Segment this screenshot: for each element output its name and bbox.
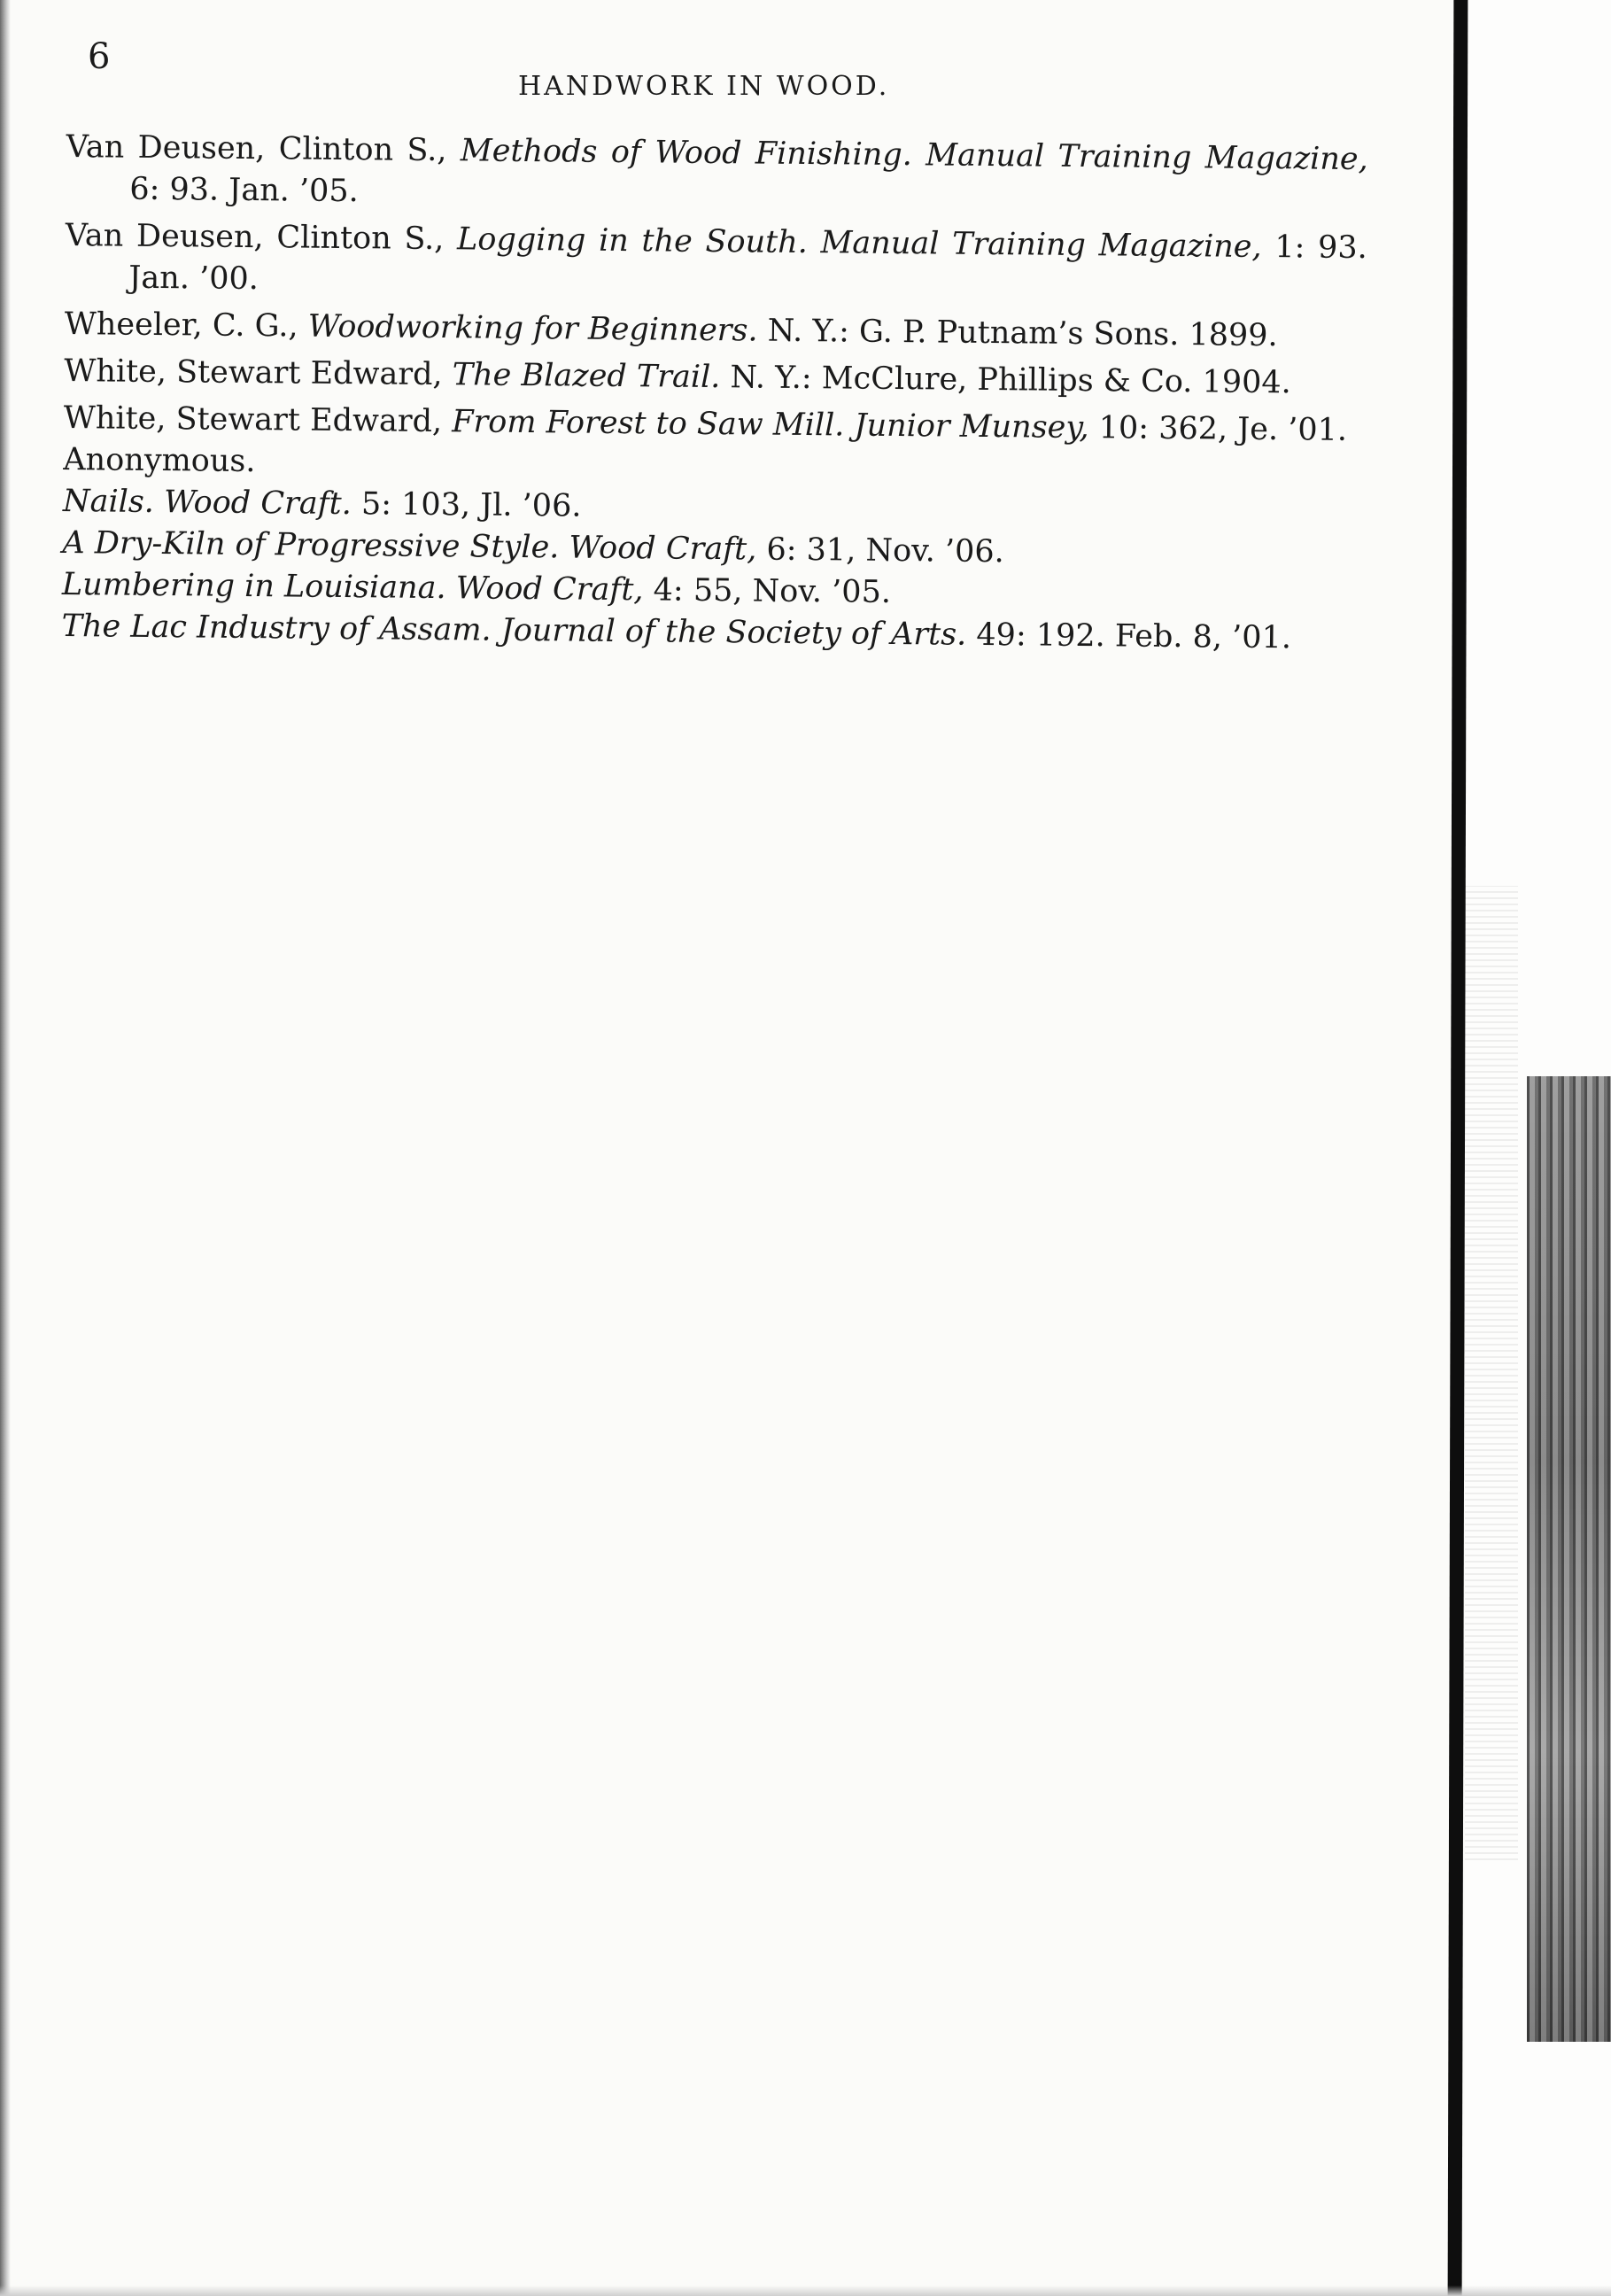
entry-citation: N. Y.: McClure, Phillips & Co. 1904. <box>720 360 1291 401</box>
entry-periodical: Wood Craft, <box>455 570 644 609</box>
entry-title: A Dry-Kiln of Progressive Style. <box>62 524 560 566</box>
entry-title: Nails. <box>62 483 155 520</box>
bibliography-list <box>61 127 1368 660</box>
entry-separator <box>491 613 501 648</box>
entry-citation: 5: 103, Jl. ’06. <box>351 486 582 524</box>
entry-separator <box>445 570 456 606</box>
entry-citation: 6: 93. Jan. ’05. <box>129 171 359 210</box>
bibliography-entry <box>65 215 1367 311</box>
entry-periodical: Wood Craft. <box>163 485 352 523</box>
entry-separator <box>559 530 569 565</box>
entry-author: White, Stewart Edward, <box>63 399 453 440</box>
entry-periodical: Manual Training Magazine, <box>926 137 1368 178</box>
entry-separator <box>844 407 855 443</box>
bibliography-entry <box>66 127 1368 222</box>
entry-separator <box>912 137 926 173</box>
entry-periodical: Journal of the Society of Arts. <box>500 612 967 653</box>
entry-citation: N. Y.: G. P. Putnam’s Sons. 1899. <box>757 313 1278 354</box>
entry-title: The Blazed Trail. <box>452 357 721 396</box>
entry-author: Wheeler, C. G., <box>64 306 308 345</box>
scan-left-edge <box>0 0 11 2296</box>
entry-citation: 49: 192. Feb. 8, ’01. <box>966 617 1292 656</box>
bibliography-entry <box>64 351 1366 405</box>
entry-author: White, Stewart Edward, <box>64 353 453 393</box>
entry-title: Methods of Wood Finishing. <box>460 133 913 174</box>
page-number: 6 <box>88 36 111 77</box>
anonymous-heading: Anonymous. <box>63 441 256 480</box>
facing-page-speckle <box>1465 886 1518 1860</box>
running-head: HANDWORK IN WOOD. <box>518 71 890 102</box>
entry-citation: 6: 31, Nov. ’06. <box>756 531 1004 570</box>
bibliography-entry <box>65 304 1367 358</box>
facing-page-photograph <box>1527 1076 1611 2042</box>
entry-citation: 10: 362, Je. ’01. <box>1088 410 1348 448</box>
entry-title: The Lac Industry of Assam. <box>61 608 492 648</box>
entry-author: Van Deusen, Clinton S., <box>66 128 461 169</box>
entry-separator <box>808 225 821 260</box>
entry-title: Lumbering in Louisiana. <box>61 566 446 607</box>
entry-title: Logging in the South. <box>456 221 809 261</box>
entry-periodical: Junior Munsey, <box>854 407 1089 446</box>
scan-bottom-edge <box>0 2285 1611 2296</box>
entry-periodical: Wood Craft, <box>569 530 757 568</box>
entry-title: From Forest to Saw Mill. <box>452 404 845 444</box>
entry-periodical: Manual Training Magazine, <box>820 225 1262 265</box>
entry-title: Woodworking for Beginners. <box>307 308 758 349</box>
entry-author: Van Deusen, Clinton S., <box>65 217 458 258</box>
entry-separator <box>154 485 165 520</box>
entry-citation: 4: 55, Nov. ’05. <box>643 572 892 610</box>
entry-citation: 1: 93. Jan. ’00. <box>128 229 1367 298</box>
